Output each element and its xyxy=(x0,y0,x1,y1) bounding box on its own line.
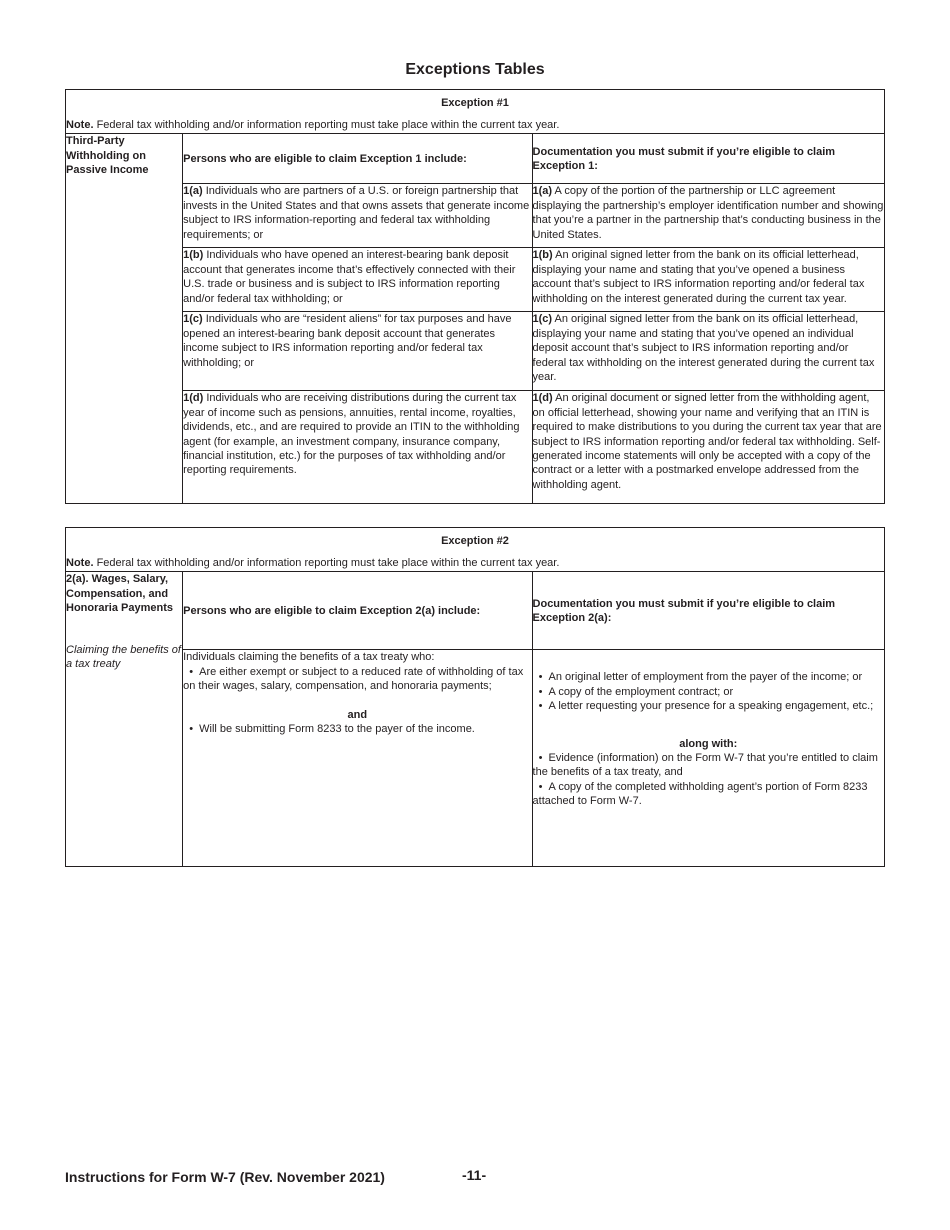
exception-1-heading: Exception #1 xyxy=(441,97,509,109)
exception-1c-persons: 1(c) Individuals who are “resident aliens” for tax purposes and have opened an interest-bearing bank deposit account that generates income subject to IRS information reporting and/or federal tax withholding; or xyxy=(183,312,532,391)
exception-2-doc-bullet-4: • Evidence (information) on the Form W-7 that you’re entitled to claim the benefits of a tax treaty, and xyxy=(533,751,884,780)
exception-2-doc-bullet-1: • An original letter of employment from the payer of the income; or xyxy=(533,670,884,684)
exception-2-persons-intro: Individuals claiming the benefits of a tax treaty who: xyxy=(183,651,435,664)
exception-2-note: Note. Federal tax withholding and/or information reporting must take place within the current tax year. xyxy=(66,557,560,569)
footer-page-number: -11- xyxy=(462,1167,487,1183)
exception-1b-persons: 1(b) Individuals who have opened an interest-bearing bank deposit account that generates income that’s effectively connected with their U.S. trade or business and is subject to IRS information reporting and/or federal tax withholding; or xyxy=(183,248,532,312)
exception-2-table xyxy=(65,527,885,867)
exception-2-col-c-header: Documentation you must submit if you’re eligible to claim Exception 2(a): xyxy=(532,572,884,650)
exception-2-persons-bullet-1: • Are either exempt or subject to a reduced rate of withholding of tax on their wages, salary, compensation, and honoraria payments; xyxy=(183,665,531,694)
exception-2-doc-along-with: along with: xyxy=(679,737,738,750)
footer-form-name: Instructions for Form W-7 (Rev. November 2021) xyxy=(65,1169,385,1185)
exception-1-category: Third-Party Withholding on Passive Income xyxy=(66,134,183,504)
exception-2-category-sub: Claiming the benefits of a tax treaty xyxy=(66,643,181,671)
exception-1d-persons: 1(d) Individuals who are receiving distributions during the current tax year of income such as pensions, annuities, rental income, royalties, dividends, etc., and are required to provide an ITIN to the withholding agent (for example, an investment company, insurance company, financial institution, etc.) for the purposes of tax withholding and/or reporting requirements. xyxy=(183,391,532,504)
exception-2-doc-bullet-2: • A copy of the employment contract; or xyxy=(533,685,884,699)
page-title: Exceptions Tables xyxy=(405,61,545,78)
exception-2-persons-and: and xyxy=(347,708,368,721)
exception-1c-documentation: 1(c) An original signed letter from the bank on its official letterhead, displaying your name and stating that you’ve opened an individual deposit account that’s subject to IRS information reporting and/or federal tax withholding on the interest generated during the current tax year. xyxy=(532,312,884,391)
exception-1d-documentation: 1(d) An original document or signed letter from the withholding agent, on official letterhead, showing your name and verifying that an ITIN is required to make distributions to you during the current tax year that are subject to IRS information reporting and/or federal tax withholding. Self-generated income statements will only be accepted with a copy of the contract or a letter with a postmarked envelope addressed from the withholding agent. xyxy=(532,391,884,504)
exception-1a-documentation: 1(a) A copy of the portion of the partnership or LLC agreement displaying the partnership’s employer identification number and showing that you’re a partner in the partnership that’s conducting business in the United States. xyxy=(532,184,884,248)
exception-2-heading: Exception #2 xyxy=(441,535,509,547)
exception-1b-documentation: 1(b) An original signed letter from the bank on its official letterhead, displaying your name and stating that you’ve opened a business account that’s subject to IRS information reporting and/or federal tax withholding on the interest generated during the current tax year. xyxy=(532,248,884,312)
exception-1-header xyxy=(66,90,885,134)
exception-1-col-b-header: Persons who are eligible to claim Exception 1 include: xyxy=(183,134,532,184)
exception-2-doc-bullet-3: • A letter requesting your presence for a speaking engagement, etc.; xyxy=(533,699,884,713)
exception-2-header xyxy=(66,528,885,572)
exception-2-category: 2(a). Wages, Salary, Compensation, and Honoraria Payments Claiming the benefits of a tax treaty xyxy=(66,572,183,867)
exception-1-col-c-header: Documentation you must submit if you’re eligible to claim Exception 1: xyxy=(532,134,884,184)
exception-2-col-b-header: Persons who are eligible to claim Exception 2(a) include: xyxy=(183,572,532,650)
exception-2-persons xyxy=(183,650,532,867)
exception-1-note: Note. Federal tax withholding and/or information reporting must take place within the current tax year. xyxy=(66,119,560,131)
exception-1-table xyxy=(65,89,885,504)
exception-2-doc-bullet-5: • A copy of the completed withholding agent’s portion of Form 8233 attached to Form W-7. xyxy=(533,780,884,809)
exception-1a-persons: 1(a) Individuals who are partners of a U.S. or foreign partnership that invests in the United States and that owns assets that generate income subject to IRS information-reporting and federal tax withholding requirements; or xyxy=(183,184,532,248)
exception-2-persons-bullet-2: • Will be submitting Form 8233 to the payer of the income. xyxy=(183,722,531,736)
exception-2-documentation xyxy=(532,650,884,867)
